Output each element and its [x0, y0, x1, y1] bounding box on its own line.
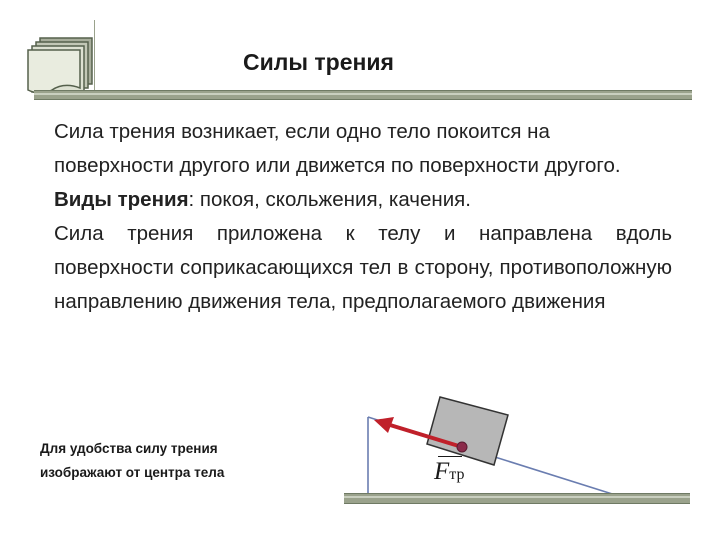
header-rule	[34, 90, 692, 100]
header-divider-vertical	[94, 20, 95, 100]
types-label: Виды трения	[54, 188, 189, 211]
bottom-rule-highlight	[344, 496, 690, 498]
slide-title: Силы трения	[243, 49, 394, 75]
friction-diagram	[360, 385, 640, 500]
paragraph-definition: Сила трения возникает, если одно тело покоится на поверхности другого или движется по поверхности другого.	[54, 120, 621, 177]
paragraph-types	[54, 183, 672, 217]
paragraph-direction: Сила трения приложена к телу и направлена вдоль поверхности соприкасающихся тел в сторону, противоположную направлению движения тела, предполагаемого движения	[54, 222, 672, 313]
caption-line-1: Для удобства силу трения	[40, 441, 218, 456]
force-vector-bar	[438, 456, 462, 457]
bottom-rule	[344, 493, 690, 504]
block-center-dot	[457, 442, 467, 452]
types-text: : покоя, скольжения, качения.	[188, 188, 471, 211]
caption	[40, 437, 340, 485]
body-text	[54, 115, 672, 319]
block	[427, 397, 508, 465]
force-label	[434, 458, 464, 486]
force-symbol: F	[434, 458, 450, 485]
force-subscript: тр	[449, 466, 465, 483]
caption-line-2: изображают от центра тела	[40, 465, 225, 480]
header-rule-highlight	[34, 93, 692, 95]
